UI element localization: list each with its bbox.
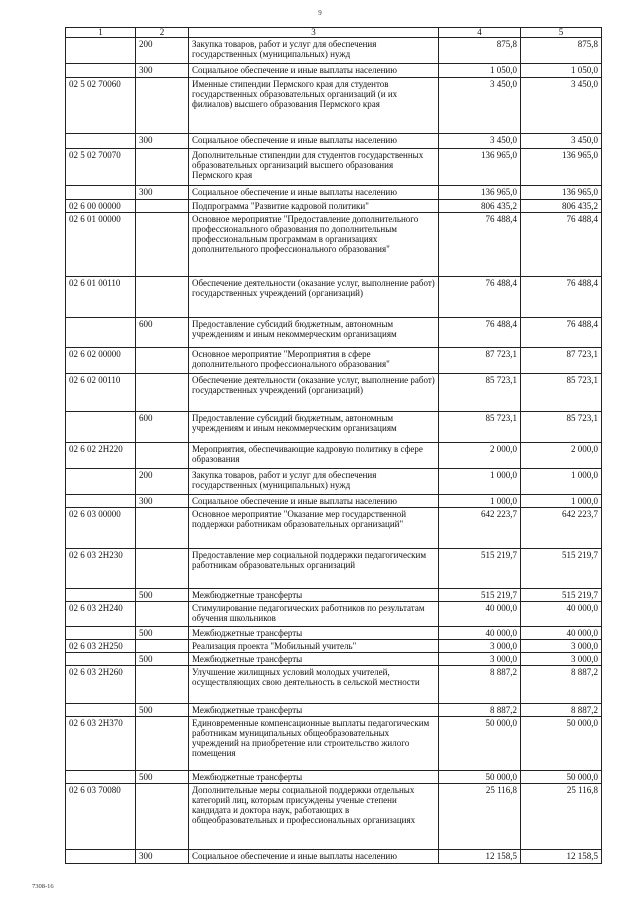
row-value-year-1: 40 000,0 (439, 627, 521, 640)
row-value-year-1: 85 723,1 (439, 412, 521, 443)
row-value-year-1: 875,8 (439, 38, 521, 64)
row-code (66, 38, 136, 64)
row-name: Межбюджетные трансферты (189, 771, 439, 784)
row-code: 02 6 03 2Н250 (66, 640, 136, 653)
row-code: 02 6 02 00110 (66, 374, 136, 412)
row-code (66, 412, 136, 443)
row-code (66, 495, 136, 508)
row-code (66, 134, 136, 149)
row-name: Социальное обеспечение и иные выплаты населению (189, 134, 439, 149)
row-value-year-1: 1 000,0 (439, 469, 521, 495)
row-expense-type (136, 717, 189, 771)
row-value-year-1: 8 887,2 (439, 666, 521, 704)
row-value-year-1: 3 000,0 (439, 640, 521, 653)
row-value-year-2: 76 488,4 (521, 277, 602, 318)
row-value-year-2: 806 435,2 (521, 200, 602, 213)
row-name: Мероприятия, обеспечивающие кадровую политику в сфере образования (189, 443, 439, 469)
row-name: Межбюджетные трансферты (189, 653, 439, 666)
row-value-year-2: 642 223,7 (521, 508, 602, 549)
row-value-year-2: 25 116,8 (521, 784, 602, 850)
row-name: Именные стипендии Пермского края для студентов государственных образовательных организаций (и их филиалов) высшего образования Пермского края (189, 78, 439, 134)
row-name: Предоставление мер социальной поддержки педагогическим работникам образовательных организаций (189, 549, 439, 589)
table-body (66, 38, 602, 864)
row-value-year-2: 87 723,1 (521, 348, 602, 374)
row-expense-type (136, 666, 189, 704)
row-name: Межбюджетные трансферты (189, 589, 439, 602)
row-code: 02 6 02 2Н220 (66, 443, 136, 469)
table-row (66, 149, 602, 186)
row-value-year-2: 3 450,0 (521, 134, 602, 149)
row-expense-type: 500 (136, 771, 189, 784)
row-expense-type: 600 (136, 412, 189, 443)
table-row (66, 640, 602, 653)
row-value-year-2: 1 000,0 (521, 495, 602, 508)
row-code (66, 186, 136, 200)
row-value-year-2: 40 000,0 (521, 627, 602, 640)
row-value-year-1: 12 158,5 (439, 850, 521, 864)
row-value-year-1: 1 000,0 (439, 495, 521, 508)
row-name: Социальное обеспечение и иные выплаты населению (189, 850, 439, 864)
row-code (66, 627, 136, 640)
row-value-year-2: 515 219,7 (521, 589, 602, 602)
table-row (66, 508, 602, 549)
row-expense-type (136, 78, 189, 134)
header-col-2: 2 (136, 28, 189, 38)
row-expense-type: 500 (136, 627, 189, 640)
row-name: Предоставление субсидий бюджетным, автономным учреждениям и иным некоммерческим организациям (189, 318, 439, 348)
row-code: 02 6 03 2Н240 (66, 602, 136, 627)
row-code: 02 6 03 70080 (66, 784, 136, 850)
row-value-year-2: 515 219,7 (521, 549, 602, 589)
row-expense-type: 300 (136, 64, 189, 78)
row-code (66, 64, 136, 78)
header-col-4: 4 (439, 28, 521, 38)
row-value-year-1: 515 219,7 (439, 549, 521, 589)
row-name: Дополнительные меры социальной поддержки отдельных категорий лиц, которым присуждены ученые степени кандидата и доктора наук, работающих в общеобразовательных и профессиональных организациях (189, 784, 439, 850)
table-row (66, 850, 602, 864)
row-expense-type (136, 640, 189, 653)
row-code (66, 704, 136, 717)
table-row (66, 38, 602, 64)
row-name: Основное мероприятие "Предоставление дополнительного профессионального образования по дополнительным профессиональным программам в организациях дополнительного профессионального образования" (189, 213, 439, 277)
table-row (66, 213, 602, 277)
table-row (66, 318, 602, 348)
row-expense-type (136, 213, 189, 277)
row-expense-type (136, 277, 189, 318)
row-code (66, 589, 136, 602)
row-value-year-1: 25 116,8 (439, 784, 521, 850)
row-value-year-1: 3 450,0 (439, 134, 521, 149)
row-expense-type: 600 (136, 318, 189, 348)
row-expense-type: 200 (136, 38, 189, 64)
row-expense-type (136, 508, 189, 549)
row-code: 02 6 03 00000 (66, 508, 136, 549)
row-name: Межбюджетные трансферты (189, 704, 439, 717)
row-value-year-1: 136 965,0 (439, 186, 521, 200)
row-value-year-2: 3 000,0 (521, 640, 602, 653)
row-value-year-2: 8 887,2 (521, 666, 602, 704)
row-value-year-1: 515 219,7 (439, 589, 521, 602)
row-value-year-2: 85 723,1 (521, 412, 602, 443)
row-value-year-1: 3 000,0 (439, 653, 521, 666)
table-row (66, 412, 602, 443)
row-expense-type: 300 (136, 186, 189, 200)
table-row (66, 374, 602, 412)
row-name: Основное мероприятие "Мероприятия в сфере дополнительного профессионального образования" (189, 348, 439, 374)
table-row (66, 589, 602, 602)
row-name: Улучшение жилищных условий молодых учителей, осуществляющих свою деятельность в сельской местности (189, 666, 439, 704)
row-name: Закупка товаров, работ и услуг для обеспечения государственных (муниципальных) нужд (189, 469, 439, 495)
header-col-3: 3 (189, 28, 439, 38)
row-name: Основное мероприятие "Оказание мер государственной поддержки работникам образовательных организаций" (189, 508, 439, 549)
row-expense-type: 300 (136, 495, 189, 508)
row-value-year-2: 76 488,4 (521, 213, 602, 277)
row-value-year-1: 806 435,2 (439, 200, 521, 213)
row-value-year-1: 76 488,4 (439, 277, 521, 318)
row-value-year-2: 8 887,2 (521, 704, 602, 717)
table-row (66, 666, 602, 704)
row-value-year-2: 3 450,0 (521, 78, 602, 134)
row-value-year-1: 85 723,1 (439, 374, 521, 412)
row-code: 02 6 00 00000 (66, 200, 136, 213)
row-expense-type (136, 200, 189, 213)
table-row (66, 784, 602, 850)
row-name: Реализация проекта "Мобильный учитель" (189, 640, 439, 653)
row-code (66, 850, 136, 864)
row-expense-type (136, 549, 189, 589)
row-value-year-2: 136 965,0 (521, 149, 602, 186)
row-expense-type (136, 348, 189, 374)
row-value-year-1: 87 723,1 (439, 348, 521, 374)
table-row (66, 771, 602, 784)
table-row (66, 602, 602, 627)
row-expense-type: 500 (136, 704, 189, 717)
row-expense-type: 200 (136, 469, 189, 495)
row-code (66, 318, 136, 348)
row-value-year-2: 136 965,0 (521, 186, 602, 200)
row-value-year-1: 50 000,0 (439, 771, 521, 784)
row-value-year-2: 1 000,0 (521, 469, 602, 495)
table-row (66, 653, 602, 666)
row-expense-type (136, 149, 189, 186)
row-name: Закупка товаров, работ и услуг для обеспечения государственных (муниципальных) нужд (189, 38, 439, 64)
table-row (66, 348, 602, 374)
header-col-5: 5 (521, 28, 602, 38)
table-row (66, 78, 602, 134)
row-value-year-2: 1 050,0 (521, 64, 602, 78)
table-row (66, 627, 602, 640)
row-code: 02 6 03 2Н230 (66, 549, 136, 589)
row-expense-type (136, 374, 189, 412)
row-name: Обеспечение деятельности (оказание услуг, выполнение работ) государственных учреждений (организаций) (189, 374, 439, 412)
row-name: Дополнительные стипендии для студентов государственных образовательных организаций высшего образования Пермского края (189, 149, 439, 186)
row-expense-type (136, 602, 189, 627)
row-name: Стимулирование педагогических работников по результатам обучения школьников (189, 602, 439, 627)
row-value-year-2: 85 723,1 (521, 374, 602, 412)
row-code: 02 6 01 00110 (66, 277, 136, 318)
row-value-year-2: 875,8 (521, 38, 602, 64)
table-row (66, 717, 602, 771)
row-expense-type: 300 (136, 134, 189, 149)
table-row (66, 704, 602, 717)
row-value-year-1: 8 887,2 (439, 704, 521, 717)
table-row (66, 200, 602, 213)
row-name: Межбюджетные трансферты (189, 627, 439, 640)
row-value-year-2: 40 000,0 (521, 602, 602, 627)
row-value-year-2: 3 000,0 (521, 653, 602, 666)
row-name: Обеспечение деятельности (оказание услуг, выполнение работ) государственных учреждений (организаций) (189, 277, 439, 318)
row-value-year-1: 50 000,0 (439, 717, 521, 771)
row-value-year-1: 3 450,0 (439, 78, 521, 134)
row-expense-type: 500 (136, 589, 189, 602)
table-row (66, 134, 602, 149)
budget-table (65, 27, 602, 864)
page-number: 9 (318, 9, 322, 17)
header-col-1: 1 (66, 28, 136, 38)
row-value-year-1: 76 488,4 (439, 213, 521, 277)
row-code: 02 6 03 2Н260 (66, 666, 136, 704)
table-row (66, 469, 602, 495)
row-expense-type: 300 (136, 850, 189, 864)
row-code: 02 6 02 00000 (66, 348, 136, 374)
table-row (66, 549, 602, 589)
row-value-year-1: 642 223,7 (439, 508, 521, 549)
row-code: 02 6 01 00000 (66, 213, 136, 277)
row-expense-type (136, 443, 189, 469)
row-expense-type: 500 (136, 653, 189, 666)
table-row (66, 64, 602, 78)
table-row (66, 495, 602, 508)
row-value-year-2: 2 000,0 (521, 443, 602, 469)
row-value-year-1: 136 965,0 (439, 149, 521, 186)
row-name: Предоставление субсидий бюджетным, автономным учреждениям и иным некоммерческим организациям (189, 412, 439, 443)
row-code: 02 5 02 70070 (66, 149, 136, 186)
row-name: Социальное обеспечение и иные выплаты населению (189, 495, 439, 508)
row-name: Единовременные компенсационные выплаты педагогическим работникам муниципальных общеобразовательных учреждений на приобретение или строительство жилого помещения (189, 717, 439, 771)
row-value-year-2: 50 000,0 (521, 771, 602, 784)
row-name: Социальное обеспечение и иные выплаты населению (189, 64, 439, 78)
row-value-year-1: 76 488,4 (439, 318, 521, 348)
document-footer-code: 7308-16 (32, 883, 54, 890)
row-value-year-1: 1 050,0 (439, 64, 521, 78)
row-value-year-2: 76 488,4 (521, 318, 602, 348)
row-value-year-1: 40 000,0 (439, 602, 521, 627)
row-code: 02 6 03 2Н370 (66, 717, 136, 771)
row-value-year-2: 50 000,0 (521, 717, 602, 771)
row-name: Подпрограмма "Развитие кадровой политики" (189, 200, 439, 213)
row-code: 02 5 02 70060 (66, 78, 136, 134)
table-row (66, 277, 602, 318)
row-code (66, 771, 136, 784)
row-value-year-1: 2 000,0 (439, 443, 521, 469)
row-code (66, 469, 136, 495)
table-row (66, 186, 602, 200)
row-expense-type (136, 784, 189, 850)
table-row (66, 443, 602, 469)
row-value-year-2: 12 158,5 (521, 850, 602, 864)
table-header-row (66, 28, 602, 38)
row-name: Социальное обеспечение и иные выплаты населению (189, 186, 439, 200)
row-code (66, 653, 136, 666)
